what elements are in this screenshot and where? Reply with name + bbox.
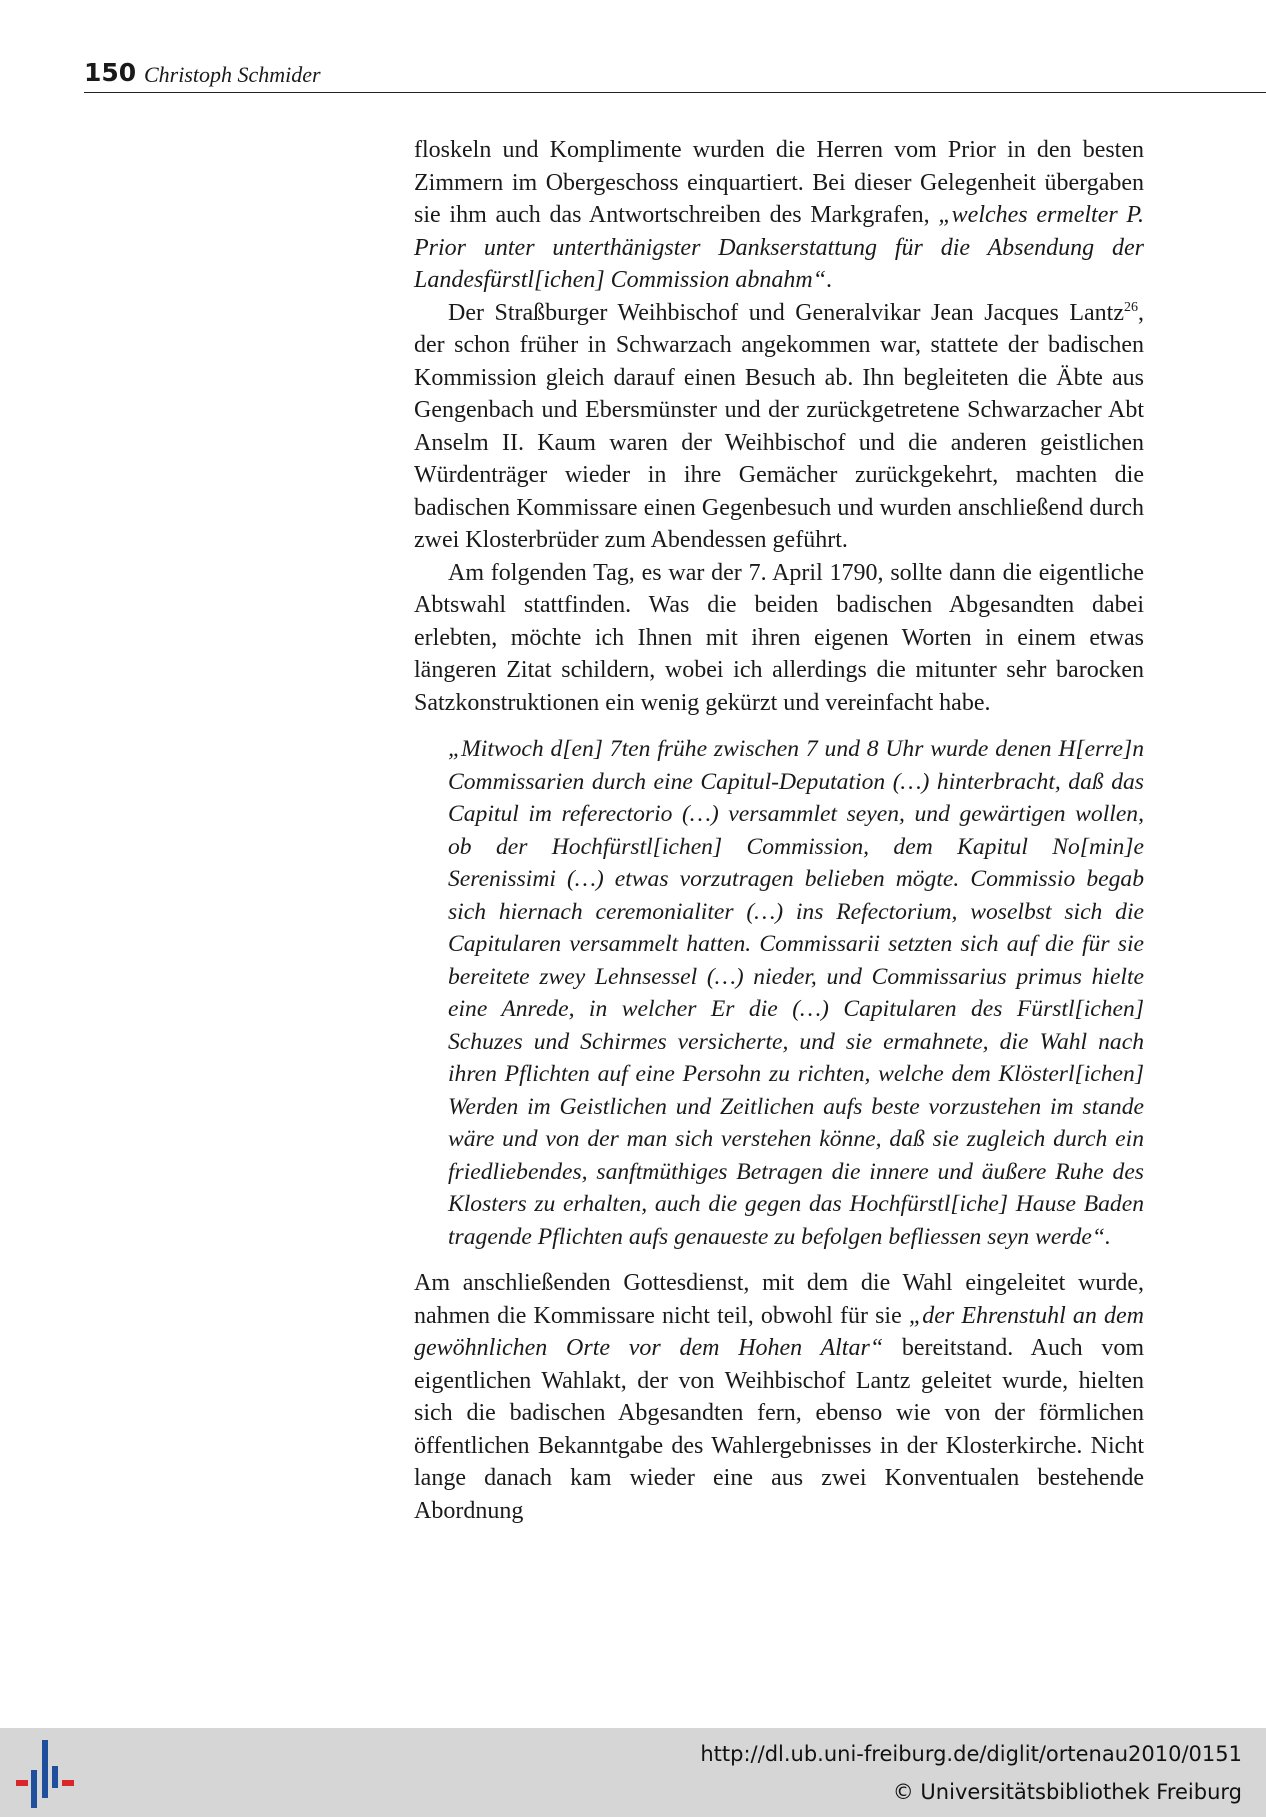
- footer-bar: [0, 1728, 1266, 1817]
- source-url-link[interactable]: http://dl.ub.uni-freiburg.de/diglit/ortenau2010/0151: [700, 1742, 1242, 1766]
- copyright-text: © Universitätsbibliothek Freiburg: [892, 1780, 1242, 1804]
- footnote-ref[interactable]: 26: [1124, 299, 1138, 315]
- paragraph-3: Am folgenden Tag, es war der 7. April 1790, sollte dann die eigentliche Abtswahl stattfinden. Was die beiden badischen Abgesandten dabei erlebten, möchte ich Ihnen mit ihren eigenen Worten in einem etwas längeren Zitat schildern, wobei ich allerdings die mitunter sehr barocken Satzkonstruktionen ein wenig gekürzt und vereinfacht habe.: [414, 559, 1144, 716]
- paragraph-2: Der Straßburger Weihbischof und Generalvikar Jean Jacques Lantz$^{26}$, der schon früher in Schwarzach angekommen war, stattete der badischen Kommission gleich darauf einen Besuch ab. Ihn begleiteten die Äbte aus Gengenbach und Ebersmünster und der zurückgetretene Schwarzacher Abt Anselm II. Kaum waren der Weihbischof und die anderen geistlichen Würdenträger wieder in ihre Gemächer zurückgekehrt, machten die badischen Kommissare einen Gegenbesuch und wurden anschließend durch zwei Klosterbrüder zum Abendessen geführt.: [414, 299, 1144, 553]
- paragraph-1: floskeln und Komplimente wurden die Herren vom Prior in den besten Zimmern im Obergeschoss einquartiert. Bei dieser Gelegenheit übergaben sie ihm auch das Antwortschreiben des Markgrafen, „welches ermelter P. Prior unter unterthänigster Dankserstattung für die Absendung der Landesfürstl[ichen] Commission abnahm“.: [414, 137, 1144, 293]
- running-head: [84, 58, 1266, 93]
- running-author: Christoph Schmider: [144, 62, 321, 87]
- page-number: 150: [84, 58, 137, 87]
- body-text: [414, 134, 1144, 1527]
- ub-freiburg-logo-icon: [16, 1740, 80, 1810]
- block-quote: „Mitwoch d[en] 7ten frühe zwischen 7 und 8 Uhr wurde denen H[erre]n Commissarien durch eine Capitul-Deputation (…) hinterbracht, daß das Capitul im referectorio (…) versammlet seyen, und gewärtigen wollen, ob der Hochfürstl[ichen] Commission, dem Kapitul No[min]e Serenissimi (…) etwas vorzutragen belieben mögte. Commissio begab sich hiernach ceremonialiter (…) ins Refectorium, woselbst sich die Capitularen versammelt hatten. Commissarii setzten sich auf die für sie bereitete zwey Lehnsessel (…) nieder, und Commissarius primus hielte eine Anrede, in welcher Er die (…) Capitularen des Fürstl[ichen] Schuzes und Schirmes versicherte, und sie ermahnete, die Wahl nach ihren Pflichten auf eine Persohn zu richten, welche dem Klösterl[ichen] Werden im Geistlichen und Zeitlichen aufs beste vorzustehen im stande wäre und von der man sich verstehen könne, daß sie zugleich durch ein friedliebendes, sanftmüthiges Betragen die innere und äußere Ruhe des Klosters zu erhalten, auch die gegen das Hochfürstl[iche] Hause Baden tragende Pflichten aufs genaueste zu befolgen befliessen seyn werde“.: [448, 736, 1144, 1250]
- paragraph-4: Am anschließenden Gottesdienst, mit dem die Wahl eingeleitet wurde, nahmen die Kommissare nicht teil, obwohl für sie „der Ehrenstuhl an dem gewöhnlichen Orte vor dem Hohen Altar“ bereitstand. Auch vom eigentlichen Wahlakt, der von Weihbischof Lantz geleitet wurde, hielten sich die badischen Abgesandten fern, ebenso wie von der förmlichen öffentlichen Bekanntgabe des Wahlergebnisses in der Klosterkirche. Nicht lange danach kam wieder eine aus zwei Konventualen bestehende Abordnung: [414, 1270, 1144, 1524]
